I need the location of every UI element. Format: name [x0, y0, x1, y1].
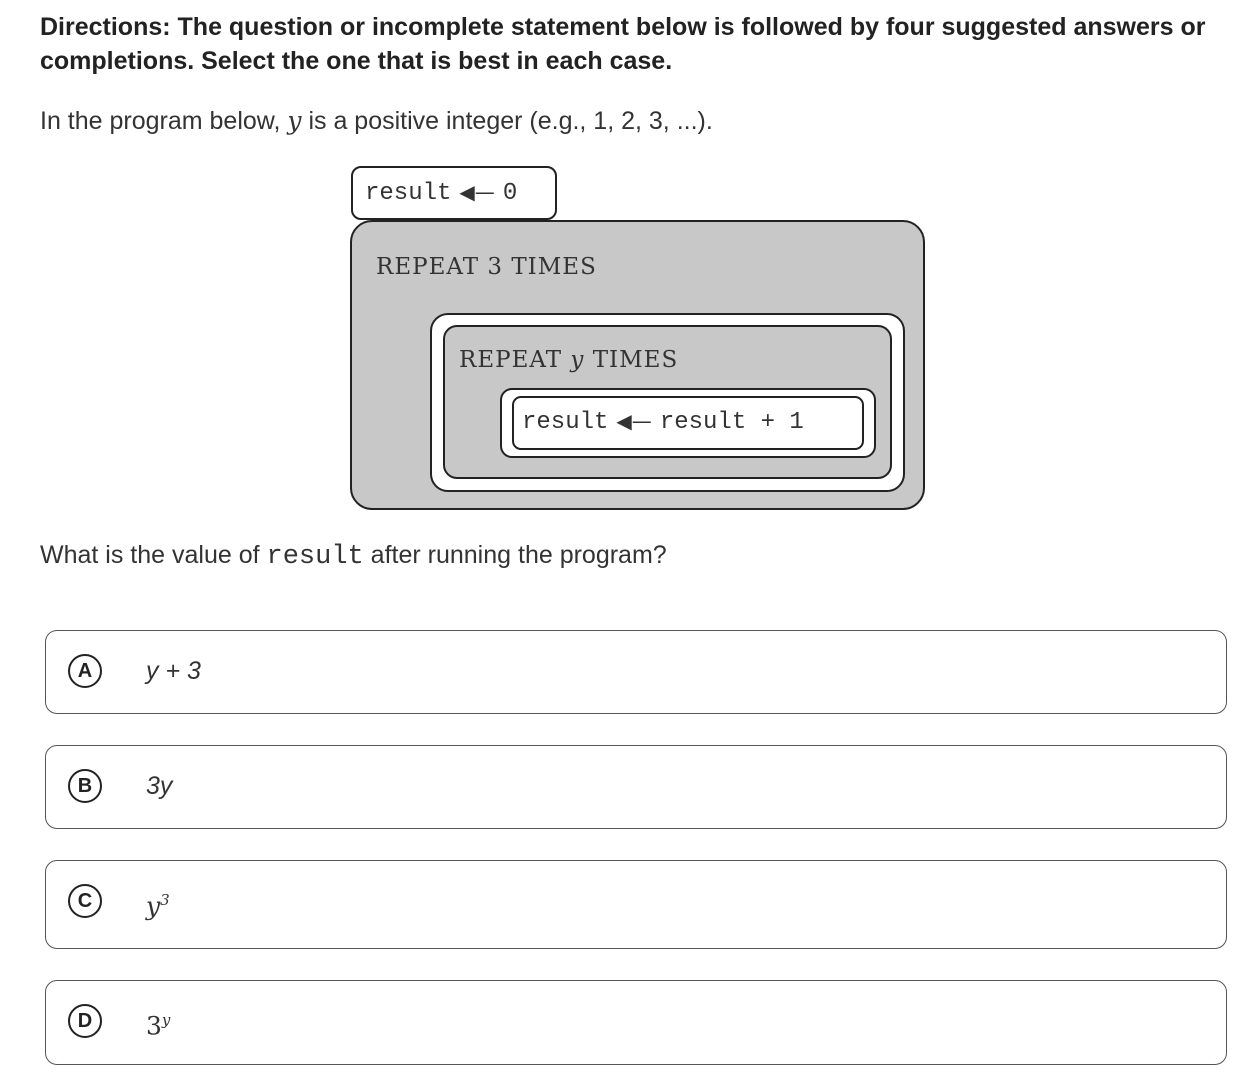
question-text-start: What is the value of [40, 541, 267, 569]
choice-exponent: y [161, 1011, 171, 1029]
question-text-end: after running the program? [363, 541, 667, 569]
choice-text [146, 891, 170, 920]
choice-letter: B [68, 769, 102, 803]
increment-expression: result + 1 [659, 409, 804, 436]
question-text [40, 538, 667, 574]
increment-variable: result [522, 409, 609, 436]
inner-repeat-label [459, 347, 678, 373]
choice-text: y + 3 [146, 657, 201, 685]
choice-base: y [146, 891, 161, 921]
init-value: 0 [502, 180, 518, 207]
choice-d[interactable] [45, 980, 1227, 1065]
choice-base: 3 [146, 1011, 162, 1041]
question-stem [40, 104, 713, 138]
choice-c[interactable] [45, 860, 1227, 949]
assign-arrow-icon: ◀— [616, 409, 652, 433]
assign-arrow-icon: ◀— [459, 180, 495, 204]
choice-text: 3y [146, 772, 173, 800]
inner-repeat-variable: y [570, 347, 585, 373]
question-code: result [266, 542, 364, 572]
inner-repeat-text: REPEAT [459, 347, 571, 373]
stem-variable: y [287, 106, 302, 135]
increment-statement [512, 396, 864, 450]
choice-b[interactable] [45, 745, 1227, 829]
stem-text: In the program below, [40, 107, 288, 135]
stem-text-end: is a positive integer (e.g., 1, 2, 3, ...). [301, 107, 713, 135]
directions: Directions: The question or incomplete statement below is followed by four suggested answers or completions. Select the one that is best in each case. [40, 13, 1206, 75]
choice-letter: A [68, 654, 102, 688]
init-variable: result [365, 180, 452, 207]
choice-exponent: 3 [160, 891, 170, 909]
init-statement [351, 166, 557, 220]
choice-letter: D [68, 1004, 102, 1038]
choice-text [146, 1011, 170, 1040]
inner-repeat-text-end: TIMES [584, 347, 679, 373]
outer-repeat-label: REPEAT 3 TIMES [376, 254, 597, 280]
choice-a[interactable] [45, 630, 1227, 714]
choice-letter: C [68, 884, 102, 918]
